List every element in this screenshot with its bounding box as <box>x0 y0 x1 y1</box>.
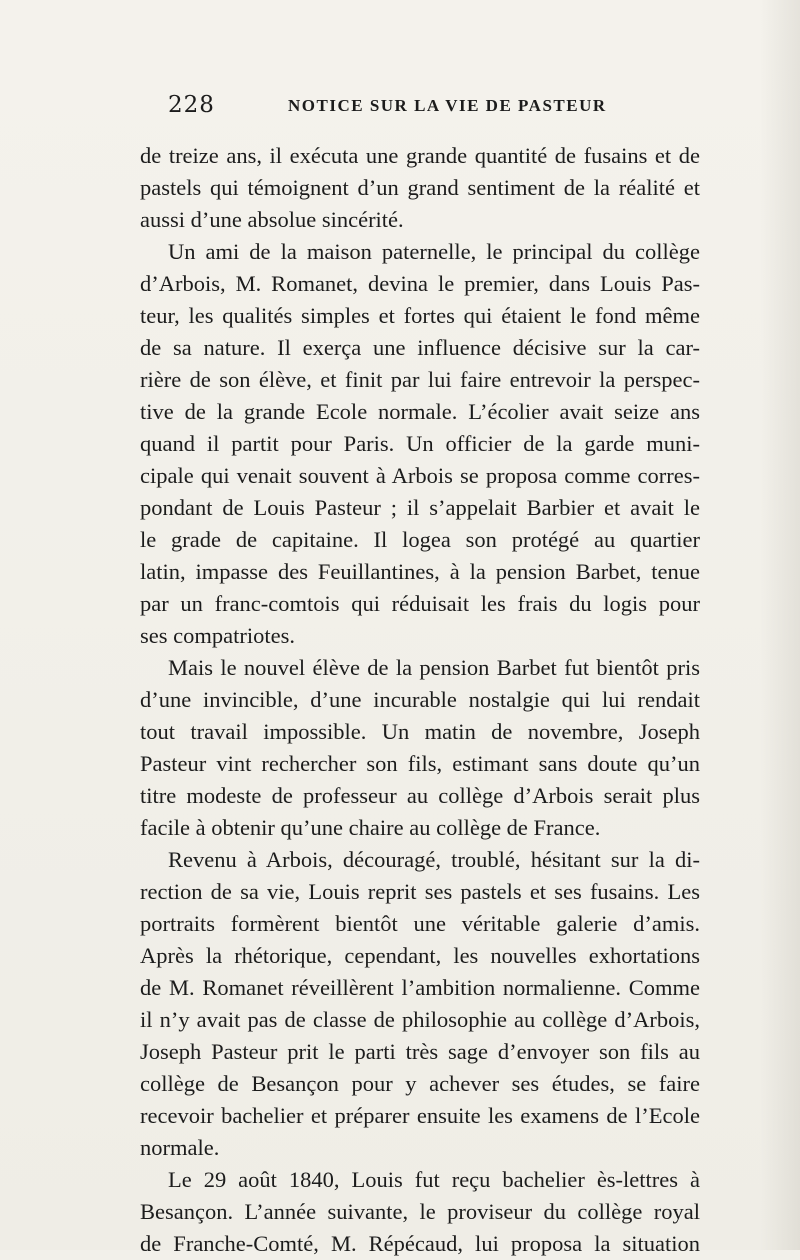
text-line: Joseph Pasteur prit le parti très sage d’envoyer son fils au <box>140 1039 700 1064</box>
text-line: de sa nature. Il exerça une influence décisive sur la car- <box>140 335 700 360</box>
text-line: pondant de Louis Pasteur ; il s’appelait Barbier et avait le <box>140 495 700 520</box>
text-line: de Franche-Comté, M. Répécaud, lui proposa la situation <box>140 1231 700 1256</box>
text-line: il n’y avait pas de classe de philosophie au collège d’Arbois, <box>140 1007 700 1032</box>
text-line: Besançon. L’année suivante, le proviseur du collège royal <box>140 1199 700 1224</box>
text-line: ses compatriotes. <box>140 623 295 648</box>
page-edge-shadow <box>760 0 800 1250</box>
text-line: de treize ans, il exécuta une grande quantité de fusains et de <box>140 143 700 168</box>
text-line: Le 29 août 1840, Louis fut reçu bachelier ès-lettres à <box>168 1167 700 1192</box>
text-line: Après la rhétorique, cependant, les nouvelles exhortations <box>140 943 700 968</box>
text-line: Revenu à Arbois, découragé, troublé, hésitant sur la di- <box>168 847 700 872</box>
text-line: de M. Romanet réveillèrent l’ambition normalienne. Comme <box>140 975 700 1000</box>
text-line: recevoir bachelier et préparer ensuite les examens de l’Ecole <box>140 1103 700 1128</box>
text-line: collège de Besançon pour y achever ses études, se faire <box>140 1071 700 1096</box>
text-line: d’Arbois, M. Romanet, devina le premier, dans Louis Pas- <box>140 271 700 296</box>
text-line: portraits formèrent bientôt une véritable galerie d’amis. <box>140 911 700 936</box>
text-line: facile à obtenir qu’une chaire au collège de France. <box>140 815 601 840</box>
text-line: Un ami de la maison paternelle, le principal du collège <box>168 239 700 264</box>
text-line: rière de son élève, et finit par lui faire entrevoir la perspec- <box>140 367 700 392</box>
text-line: tout travail impossible. Un matin de novembre, Joseph <box>140 719 700 744</box>
text-line: aussi d’une absolue sincérité. <box>140 207 404 232</box>
text-line: par un franc-comtois qui réduisait les frais du logis pour <box>140 591 700 616</box>
text-line: d’une invincible, d’une incurable nostalgie qui lui rendait <box>140 687 700 712</box>
text-line: titre modeste de professeur au collège d’Arbois serait plus <box>140 783 700 808</box>
text-line: tive de la grande Ecole normale. L’écolier avait seize ans <box>140 399 700 424</box>
running-title: NOTICE SUR LA VIE DE PASTEUR <box>288 96 607 115</box>
text-line: teur, les qualités simples et fortes qui étaient le fond même <box>140 303 700 328</box>
page-header <box>168 92 628 122</box>
text-line: normale. <box>140 1135 220 1160</box>
page-number: 228 <box>168 92 215 118</box>
text-line: le grade de capitaine. Il logea son protégé au quartier <box>140 527 700 552</box>
text-line: Pasteur vint rechercher son fils, estimant sans doute qu’un <box>140 751 700 776</box>
text-line: Mais le nouvel élève de la pension Barbet fut bientôt pris <box>168 655 700 680</box>
text-line: cipale qui venait souvent à Arbois se proposa comme corres- <box>140 463 700 488</box>
text-line: latin, impasse des Feuillantines, à la pension Barbet, tenue <box>140 559 700 584</box>
text-line: quand il partit pour Paris. Un officier de la garde muni- <box>140 431 700 456</box>
text-line: pastels qui témoignent d’un grand sentiment de la réalité et <box>140 175 700 200</box>
text-line: rection de sa vie, Louis reprit ses pastels et ses fusains. Les <box>140 879 700 904</box>
